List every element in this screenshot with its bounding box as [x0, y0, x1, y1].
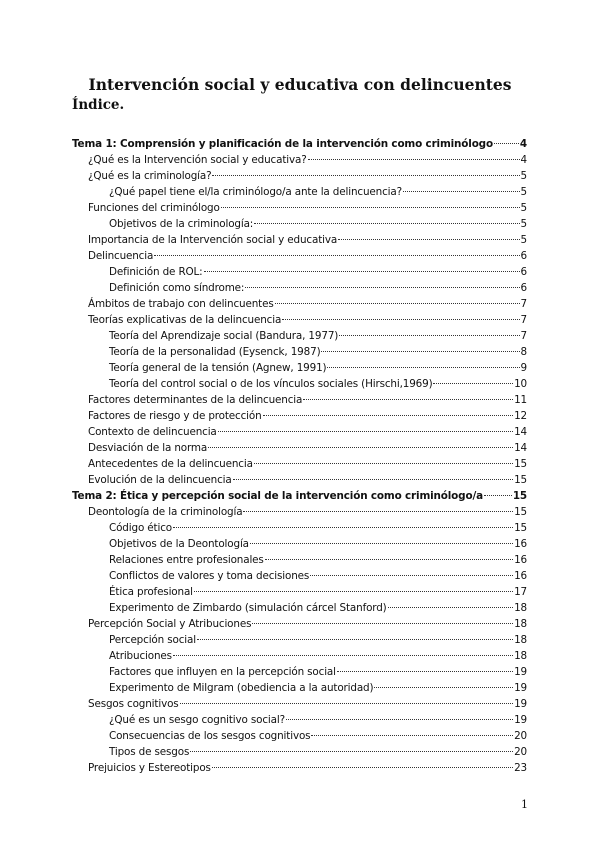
- toc-entry-title: Ámbitos de trabajo con delincuentes: [88, 298, 274, 310]
- toc-page-number: 9: [520, 362, 527, 374]
- page-number: 1: [521, 798, 528, 811]
- toc-section-link[interactable]: [72, 408, 527, 424]
- document-title: Intervención social y educativa con delincuentes: [88, 75, 512, 94]
- toc-page-number: 18: [514, 618, 527, 630]
- toc-entry-title: Contexto de delincuencia: [88, 426, 217, 438]
- toc-dot-leader: [494, 143, 519, 144]
- toc-subsection-link[interactable]: [72, 568, 527, 584]
- toc-subsection-link[interactable]: [72, 584, 527, 600]
- toc-page-number: 16: [514, 570, 527, 582]
- toc-dot-leader: [212, 175, 519, 176]
- toc-entry-title: Tema 2: Ética y percepción social de la intervención como criminólogo/a: [72, 490, 483, 502]
- toc-dot-leader: [252, 623, 513, 624]
- toc-dot-leader: [311, 735, 513, 736]
- toc-page-number: 7: [520, 314, 527, 326]
- toc-section-link[interactable]: [72, 392, 527, 408]
- toc-entry-title: Delincuencia: [88, 250, 154, 262]
- toc-dot-leader: [218, 431, 513, 432]
- toc-section-link[interactable]: [72, 168, 527, 184]
- toc-page-number: 20: [514, 730, 527, 742]
- toc-section-link[interactable]: [72, 440, 527, 456]
- toc-page-number: 17: [514, 586, 527, 598]
- toc-subsection-link[interactable]: [72, 216, 527, 232]
- toc-entry-title: Percepción Social y Atribuciones: [88, 618, 252, 630]
- toc-page-number: 15: [514, 506, 527, 518]
- toc-entry-title: Teoría del Aprendizaje social (Bandura, 1977): [109, 330, 339, 342]
- toc-page-number: 8: [520, 346, 527, 358]
- toc-page-number: 20: [514, 746, 527, 758]
- toc-dot-leader: [303, 399, 513, 400]
- toc-entry-title: Conflictos de valores y toma decisiones: [109, 570, 310, 582]
- toc-subsection-link[interactable]: [72, 184, 527, 200]
- toc-dot-leader: [243, 511, 513, 512]
- toc-entry-title: Ética profesional: [109, 586, 193, 598]
- toc-page-number: 5: [520, 170, 527, 182]
- toc-subsection-link[interactable]: [72, 600, 527, 616]
- toc-entry-title: Consecuencias de los sesgos cognitivos: [109, 730, 311, 742]
- toc-section-link[interactable]: [72, 232, 527, 248]
- toc-entry-title: Prejuicios y Estereotipos: [88, 762, 211, 774]
- toc-dot-leader: [212, 767, 513, 768]
- toc-subsection-link[interactable]: [72, 280, 527, 296]
- toc-page-number: 18: [514, 602, 527, 614]
- toc-page-number: 6: [520, 250, 527, 262]
- toc-chapter-link[interactable]: [72, 136, 527, 152]
- toc-page-number: 18: [514, 650, 527, 662]
- toc-entry-title: Tema 1: Comprensión y planificación de la intervención como criminólogo: [72, 138, 493, 150]
- toc-section-link[interactable]: [72, 296, 527, 312]
- toc-entry-title: Atribuciones: [109, 650, 172, 662]
- toc-entry-title: Factores de riesgo y de protección: [88, 410, 262, 422]
- toc-section-link[interactable]: [72, 456, 527, 472]
- toc-page-number: 5: [520, 234, 527, 246]
- toc-dot-leader: [374, 687, 513, 688]
- toc-dot-leader: [197, 639, 513, 640]
- toc-entry-title: Definición de ROL:: [109, 266, 203, 278]
- toc-dot-leader: [433, 383, 513, 384]
- toc-dot-leader: [254, 223, 519, 224]
- toc-section-link[interactable]: [72, 152, 527, 168]
- index-heading: Índice.: [72, 97, 125, 113]
- toc-dot-leader: [308, 159, 520, 160]
- toc-entry-title: Percepción social: [109, 634, 196, 646]
- toc-entry-title: ¿Qué es la criminología?: [88, 170, 212, 182]
- toc-subsection-link[interactable]: [72, 520, 527, 536]
- toc-page-number: 15: [514, 458, 527, 470]
- toc-page-number: 6: [520, 266, 527, 278]
- toc-dot-leader: [403, 191, 520, 192]
- toc-dot-leader: [194, 591, 513, 592]
- toc-section-link[interactable]: [72, 696, 527, 712]
- toc-dot-leader: [208, 447, 513, 448]
- toc-entry-title: Objetivos de la criminología:: [109, 218, 254, 230]
- toc-dot-leader: [338, 239, 519, 240]
- toc-dot-leader: [180, 703, 514, 704]
- toc-subsection-link[interactable]: [72, 328, 527, 344]
- toc-page-number: 4: [519, 138, 527, 150]
- toc-entry-title: Funciones del criminólogo: [88, 202, 220, 214]
- toc-dot-leader: [282, 319, 519, 320]
- toc-dot-leader: [154, 255, 519, 256]
- toc-dot-leader: [484, 495, 512, 496]
- toc-entry-title: Teoría general de la tensión (Agnew, 1991): [109, 362, 327, 374]
- toc-section-link[interactable]: [72, 760, 527, 776]
- toc-entry-title: Definición como síndrome:: [109, 282, 245, 294]
- toc-dot-leader: [265, 559, 513, 560]
- toc-entry-title: Tipos de sesgos: [109, 746, 190, 758]
- toc-subsection-link[interactable]: [72, 536, 527, 552]
- toc-section-link[interactable]: [72, 424, 527, 440]
- toc-entry-title: Sesgos cognitivos: [88, 698, 179, 710]
- toc-dot-leader: [245, 287, 519, 288]
- toc-page-number: 6: [520, 282, 527, 294]
- toc-page-number: 5: [520, 202, 527, 214]
- toc-dot-leader: [275, 303, 520, 304]
- toc-subsection-link[interactable]: [72, 376, 527, 392]
- toc-dot-leader: [310, 575, 513, 576]
- toc-entry-title: Código ético: [109, 522, 172, 534]
- toc-page-number: 15: [512, 490, 527, 502]
- toc-entry-title: Teorías explicativas de la delincuencia: [88, 314, 282, 326]
- toc-section-link[interactable]: [72, 616, 527, 632]
- toc-entry-title: Desviación de la norma: [88, 442, 208, 454]
- toc-section-link[interactable]: [72, 504, 527, 520]
- toc-entry-title: ¿Qué es la Intervención social y educativa?: [88, 154, 307, 166]
- toc-page-number: 10: [514, 378, 527, 390]
- toc-entry-title: Deontología de la criminología: [88, 506, 243, 518]
- toc-entry-title: Importancia de la Intervención social y educativa: [88, 234, 338, 246]
- toc-page-number: 19: [514, 698, 527, 710]
- toc-page-number: 19: [514, 714, 527, 726]
- toc-dot-leader: [173, 655, 513, 656]
- toc-section-link[interactable]: [72, 312, 527, 328]
- toc-subsection-link[interactable]: [72, 728, 527, 744]
- toc-entry-title: Experimento de Zimbardo (simulación cárcel Stanford): [109, 602, 387, 614]
- toc-entry-title: Teoría del control social o de los vínculos sociales (Hirschi,1969): [109, 378, 433, 390]
- toc-dot-leader: [173, 527, 513, 528]
- toc-subsection-link[interactable]: [72, 360, 527, 376]
- toc-page-number: 19: [514, 666, 527, 678]
- toc-subsection-link[interactable]: [72, 632, 527, 648]
- toc-subsection-link[interactable]: [72, 712, 527, 728]
- toc-page-number: 19: [514, 682, 527, 694]
- toc-page-number: 16: [514, 538, 527, 550]
- toc-dot-leader: [321, 351, 519, 352]
- toc-dot-leader: [233, 479, 513, 480]
- toc-entry-title: Factores determinantes de la delincuencia: [88, 394, 303, 406]
- toc-dot-leader: [339, 335, 519, 336]
- toc-dot-leader: [221, 207, 520, 208]
- toc-section-link[interactable]: [72, 200, 527, 216]
- toc-entry-title: ¿Qué papel tiene el/la criminólogo/a ante la delincuencia?: [109, 186, 402, 198]
- toc-page-number: 12: [514, 410, 527, 422]
- toc-entry-title: Factores que influyen en la percepción social: [109, 666, 336, 678]
- toc-entry-title: Antecedentes de la delincuencia: [88, 458, 253, 470]
- toc-page-number: 23: [514, 762, 527, 774]
- toc-page-number: 15: [514, 474, 527, 486]
- toc-page-number: 16: [514, 554, 527, 566]
- toc-subsection-link[interactable]: [72, 264, 527, 280]
- toc-entry-title: Relaciones entre profesionales: [109, 554, 264, 566]
- toc-page-number: 18: [514, 634, 527, 646]
- toc-page-number: 15: [514, 522, 527, 534]
- toc-subsection-link[interactable]: [72, 680, 527, 696]
- toc-subsection-link[interactable]: [72, 344, 527, 360]
- toc-subsection-link[interactable]: [72, 648, 527, 664]
- table-of-contents: [72, 136, 527, 776]
- toc-subsection-link[interactable]: [72, 744, 527, 760]
- toc-dot-leader: [327, 367, 519, 368]
- toc-page-number: 4: [520, 154, 527, 166]
- toc-page-number: 14: [514, 442, 527, 454]
- toc-entry-title: Evolución de la delincuencia: [88, 474, 232, 486]
- toc-entry-title: Objetivos de la Deontología: [109, 538, 249, 550]
- toc-dot-leader: [250, 543, 513, 544]
- toc-page-number: 5: [520, 218, 527, 230]
- toc-page-number: 7: [520, 298, 527, 310]
- toc-entry-title: ¿Qué es un sesgo cognitivo social?: [109, 714, 285, 726]
- toc-entry-title: Experimento de Milgram (obediencia a la autoridad): [109, 682, 374, 694]
- toc-section-link[interactable]: [72, 472, 527, 488]
- toc-dot-leader: [337, 671, 513, 672]
- toc-page-number: 5: [520, 186, 527, 198]
- toc-entry-title: Teoría de la personalidad (Eysenck, 1987): [109, 346, 321, 358]
- toc-dot-leader: [388, 607, 514, 608]
- toc-dot-leader: [204, 271, 520, 272]
- toc-section-link[interactable]: [72, 248, 527, 264]
- toc-dot-leader: [286, 719, 513, 720]
- toc-dot-leader: [190, 751, 513, 752]
- toc-dot-leader: [254, 463, 513, 464]
- toc-page-number: 7: [520, 330, 527, 342]
- toc-subsection-link[interactable]: [72, 552, 527, 568]
- toc-page-number: 14: [514, 426, 527, 438]
- toc-chapter-link[interactable]: [72, 488, 527, 504]
- toc-dot-leader: [263, 415, 514, 416]
- toc-page-number: 11: [514, 394, 527, 406]
- toc-subsection-link[interactable]: [72, 664, 527, 680]
